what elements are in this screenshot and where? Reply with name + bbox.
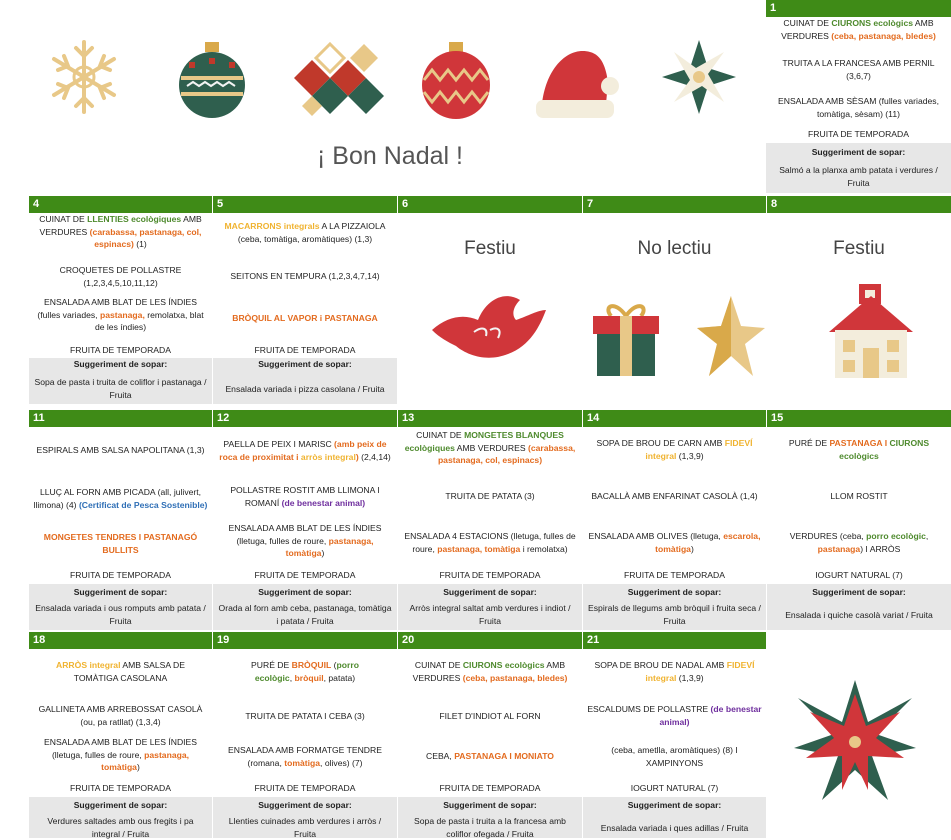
day-number: 1 [766, 0, 951, 17]
dish-3: MONGETES TENDRES I PASTANAGÓ BULLITS [43, 532, 198, 555]
dish-4: FRUITA DE TEMPORADA [70, 783, 171, 793]
dinner-suggestion: Suggeriment de sopar: Orada al forn amb ceba, pastanaga, tomàtiga i patata / Fruita [213, 584, 397, 630]
day-number: 8 [767, 196, 951, 213]
dish-3: ENSALADA AMB OLIVES (lletuga, escarola, tomàtiga) [588, 531, 761, 554]
day-number: 5 [213, 196, 397, 213]
snowflake-icon [48, 38, 120, 116]
gift-icon [591, 298, 661, 378]
holiday-label: Festiu [833, 238, 885, 259]
dish-3: ENSALADA AMB FORMATGE TENDRE (romana, tomàtiga, olives) (7) [228, 745, 382, 768]
page-title: ¡ Bon Nadal ! [317, 142, 463, 170]
day-15 [767, 410, 951, 630]
dish-2: TRUITA A LA FRANCESA AMB PERNIL (3,6,7) [782, 58, 935, 81]
star-icon [695, 294, 767, 378]
dish-2: POLLASTRE ROSTIT AMB LLIMONA I ROMANÍ (de benestar animal) [230, 485, 380, 508]
dish-3: VERDURES (ceba, porro ecològic, pastanaga) I ARRÒS [789, 531, 929, 554]
dish-4: FRUITA DE TEMPORADA [808, 129, 909, 139]
day-number: 13 [398, 410, 582, 427]
day-number: 14 [583, 410, 766, 427]
day-18 [29, 632, 212, 838]
dish-2: FILET D'INDIOT AL FORN [439, 711, 541, 721]
dish-3: ENSALADA AMB SÈSAM (fulles variades, tomàtiga, sèsam) (11) [778, 96, 939, 119]
dish-1: SOPA DE BROU DE CARN AMB FIDEVÍ integral (1,3,9) [596, 438, 753, 461]
dinner-suggestion: Suggeriment de sopar: Llenties cuinades amb verdures i arròs / Fruita [213, 797, 397, 838]
dish-3: ENSALADA AMB BLAT DE LES ÍNDIES (lletuga, fulles de roure, pastanaga, tomàtiga) [228, 523, 382, 558]
poinsettia-large-icon [792, 678, 918, 804]
dinner-suggestion: Suggeriment de sopar: Ensalada i quiche casolà variat / Fruita [767, 584, 951, 630]
dinner-suggestion: Suggeriment de sopar: Sopa de pasta i truita a la francesa amb coliflor ofegada / Fruita [398, 797, 582, 838]
dish-2: BACALLÀ AMB ENFARINAT CASOLÀ (1,4) [591, 491, 758, 501]
red-ornament-icon [418, 40, 494, 120]
dish-4: FRUITA DE TEMPORADA [70, 570, 171, 580]
green-ornament-icon [177, 40, 247, 120]
dish-1: PAELLA DE PEIX I MARISC (amb peix de roca de proximitat i arròs integral) (2,4,14) [219, 439, 391, 462]
dish-4: IOGURT NATURAL (7) [630, 783, 719, 793]
day-14 [583, 410, 766, 630]
day-4 [29, 196, 212, 408]
poinsettia-icon [660, 38, 738, 116]
dove-icon [428, 286, 552, 366]
dish-2: SEITONS EN TEMPURA (1,2,3,4,7,14) [230, 271, 380, 281]
dish-4: IOGURT NATURAL (7) [815, 570, 903, 580]
dish-1: PURÉ DE PASTANAGA I CIURONS ecològics [788, 438, 930, 461]
dinner-suggestion: Suggeriment de sopar: Arròs integral saltat amb verdures i indiot / Fruita [398, 584, 582, 630]
day-20 [398, 632, 582, 838]
dish-3: ENSALADA 4 ESTACIONS (lletuga, fulles de roure, pastanaga, tomàtiga i remolatxa) [404, 531, 576, 554]
day-5 [213, 196, 397, 408]
day-number: 7 [583, 196, 766, 213]
dish-1: PURÉ DE BRÒQUIL (porro ecològic, bròquil, patata) [251, 660, 359, 683]
dish-3: ENSALADA AMB BLAT DE LES ÍNDIES (fulles variades, pastanaga, remolatxa, blat de les índies) [37, 297, 204, 332]
dish-1: CUINAT DE CIURONS ecològics AMB VERDURES (ceba, pastanaga, bledes) [412, 660, 568, 683]
dish-2: TRUITA DE PATATA I CEBA (3) [245, 711, 365, 721]
dish-3: CEBA, PASTANAGA I MONIATO [426, 751, 554, 761]
dinner-suggestion: Suggeriment de sopar: Ensalada variada i pizza casolana / Fruita [213, 358, 397, 404]
dish-4: FRUITA DE TEMPORADA [70, 345, 171, 355]
dinner-suggestion: Suggeriment de sopar: Ensalada variada i ous romputs amb patata / Fruita [29, 584, 212, 630]
day-13 [398, 410, 582, 630]
dish-2: CROQUETES DE POLLASTRE (1,2,3,4,5,10,11,12) [59, 265, 182, 288]
dish-2: GALLINETA AMB ARREBOSSAT CASOLÀ (ou, pa ratllat) (1,3,4) [38, 704, 203, 727]
church-icon [825, 282, 917, 380]
dish-1: MACARRONS integrals A LA PIZZAIOLA (ceba, tomàtiga, aromàtiques) (1,3) [224, 221, 386, 244]
day-11 [29, 410, 212, 630]
santa-hat-icon [532, 38, 622, 124]
day-number: 15 [767, 410, 951, 427]
dish-4: FRUITA DE TEMPORADA [439, 783, 541, 793]
day-21 [583, 632, 766, 838]
day-1 [766, 0, 951, 193]
day-number: 21 [583, 632, 766, 649]
dish-2: LLOM ROSTIT [830, 491, 888, 501]
dish-1: SOPA DE BROU DE NADAL AMB FIDEVÍ integral (1,3,9) [594, 660, 755, 683]
day-number: 4 [29, 196, 212, 213]
day-12 [213, 410, 397, 630]
argyle-pattern-icon [292, 42, 388, 118]
dinner-suggestion: Suggeriment de sopar: Espirals de llegums amb bròquil i fruita seca / Fruita [583, 584, 766, 630]
dish-3: (ceba, ametlla, aromàtiques) (8) I XAMPINYONS [611, 745, 738, 768]
day-19 [213, 632, 397, 838]
dish-3: ENSALADA AMB BLAT DE LES ÍNDIES (lletuga, fulles de roure, pastanaga, tomàtiga) [44, 737, 197, 772]
dish-2: LLUÇ AL FORN AMB PICADA (all, julivert, llimona) (4) (Certificat de Pesca Sostenible) [33, 487, 208, 510]
dinner-suggestion: Suggeriment de sopar: Verdures saltades amb ous fregits i pa integral / Fruita [29, 797, 212, 838]
day-number: 20 [398, 632, 582, 649]
dish-1: CUINAT DE LLENTIES ecològiques AMB VERDURES (carabassa, pastanaga, col, espinacs) (1) [39, 214, 202, 249]
dish-4: FRUITA DE TEMPORADA [624, 570, 725, 580]
dish-3: BRÒQUIL AL VAPOR i PASTANAGA [232, 313, 378, 323]
day-number: 6 [398, 196, 582, 213]
dinner-suggestion: Suggeriment de sopar: Sopa de pasta i truita de coliflor i pastanaga / Fruita [29, 358, 212, 404]
dish-1: CUINAT DE CIURONS ecològics AMB VERDURES (ceba, pastanaga, bledes) [781, 18, 936, 41]
day-number: 12 [213, 410, 397, 427]
holiday-label: No lectiu [637, 238, 712, 259]
dish-2: TRUITA DE PATATA (3) [445, 491, 535, 501]
day-7 [583, 196, 766, 408]
dish-4: FRUITA DE TEMPORADA [439, 570, 541, 580]
day-8 [767, 196, 951, 408]
dish-2: ESCALDUMS DE POLLASTRE (de benestar animal) [587, 704, 762, 727]
day-number: 11 [29, 410, 212, 427]
dish-1: ARRÒS integral AMB SALSA DE TOMÀTIGA CASOLANA [56, 660, 185, 683]
holiday-label: Festiu [464, 238, 516, 259]
dish-4: FRUITA DE TEMPORADA [254, 345, 356, 355]
dish-1: ESPIRALS AMB SALSA NAPOLITANA (1,3) [36, 445, 205, 455]
day-6 [398, 196, 582, 408]
dish-4: FRUITA DE TEMPORADA [254, 570, 356, 580]
dinner-suggestion: Suggeriment de sopar: Ensalada variada i ques adillas / Fruita [583, 797, 766, 838]
day-number: 18 [29, 632, 212, 649]
dish-4: FRUITA DE TEMPORADA [254, 783, 356, 793]
dish-1: CUINAT DE MONGETES BLANQUES ecològiques AMB VERDURES (carabassa, pastanaga, col, espinacs) [404, 430, 576, 465]
day-number: 19 [213, 632, 397, 649]
dinner-suggestion: Suggeriment de sopar: Salmó a la planxa amb patata i verdures / Fruita [766, 143, 951, 193]
